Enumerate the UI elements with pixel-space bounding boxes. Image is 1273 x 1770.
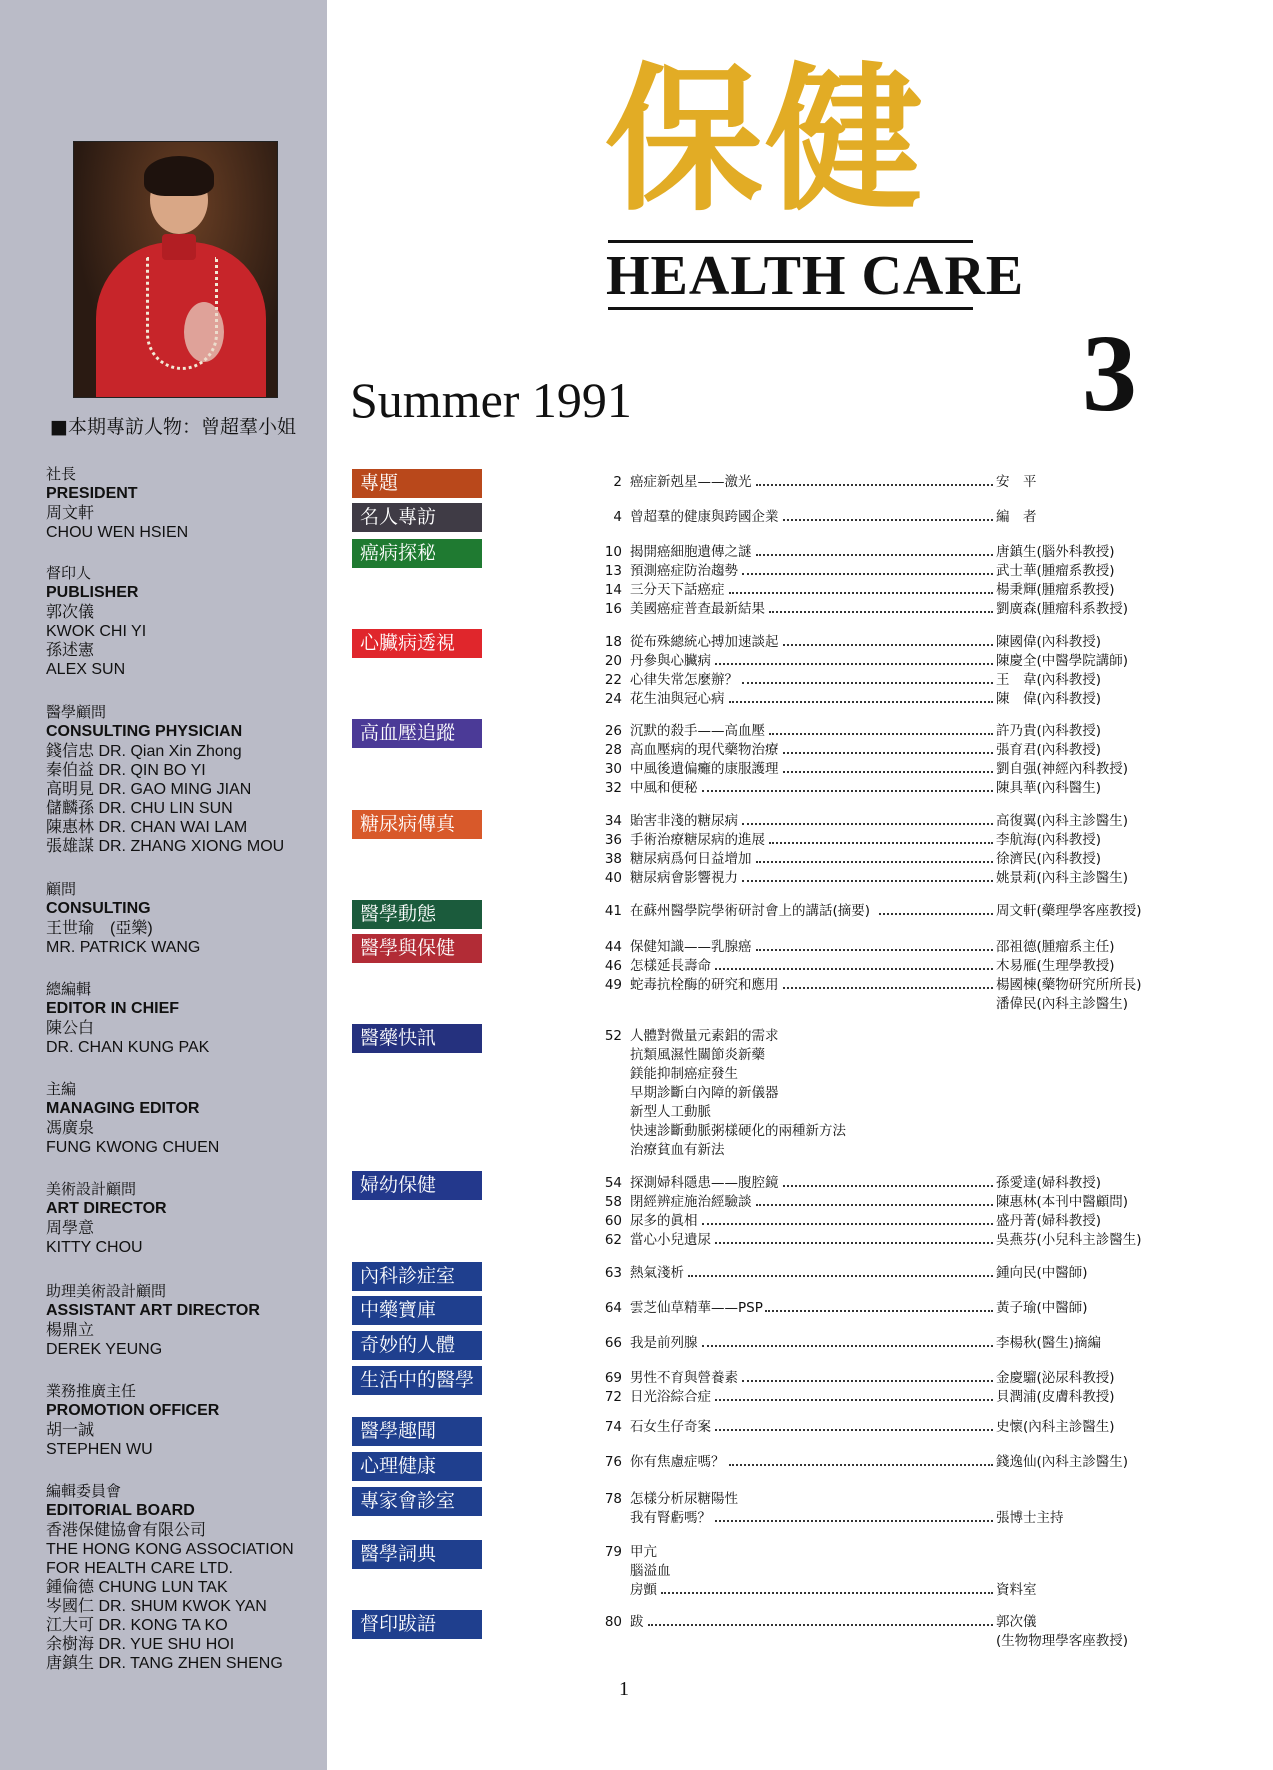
sidebar-masthead bbox=[0, 0, 327, 1770]
entry-author: 史懷(內科主診醫生) bbox=[996, 1419, 1115, 1435]
entry-author: 潘偉民(內科主診醫生) bbox=[996, 996, 1129, 1012]
entry-title: 保健知識——乳腺癌 bbox=[630, 939, 752, 955]
staff-role-chinese: 督印人 bbox=[46, 564, 92, 582]
dot-leader bbox=[783, 519, 994, 521]
staff-name: 胡一誠 bbox=[46, 1422, 95, 1439]
entry-page: 69 bbox=[604, 1370, 622, 1386]
staff-name: THE HONG KONG ASSOCIATION bbox=[46, 1541, 294, 1558]
staff-role-english: MANAGING EDITOR bbox=[46, 1100, 200, 1117]
entry-title: 當心小兒遺尿 bbox=[630, 1232, 711, 1248]
dot-leader bbox=[742, 880, 993, 882]
staff-name: 楊鼎立 bbox=[46, 1322, 95, 1339]
section-label: 醫學趣聞 bbox=[352, 1417, 482, 1446]
entry-author: 劉自强(神經內科教授) bbox=[996, 761, 1129, 777]
staff-role-chinese: 總編輯 bbox=[46, 980, 92, 998]
entry-page: 28 bbox=[604, 742, 622, 758]
entry-title: 人體對微量元素鋁的需求 bbox=[630, 1028, 779, 1044]
staff-role-chinese: 助理美術設計顧問 bbox=[46, 1282, 167, 1300]
dot-leader bbox=[783, 644, 994, 646]
entry-title: 癌症新剋星——激光 bbox=[630, 474, 752, 490]
staff-name: FOR HEALTH CARE LTD. bbox=[46, 1560, 233, 1577]
entry-page: 13 bbox=[604, 563, 622, 579]
logo-top-rule bbox=[608, 240, 973, 243]
entry-page: 46 bbox=[604, 958, 622, 974]
entry-title: 雲芝仙草精華——PSP bbox=[630, 1300, 763, 1316]
entry-page: 54 bbox=[604, 1175, 622, 1191]
entry-author: 徐濟民(內科教授) bbox=[996, 851, 1102, 867]
entry-title: 三分天下話癌症 bbox=[630, 582, 725, 598]
entry-title: 貽害非淺的糖尿病 bbox=[630, 813, 738, 829]
staff-name: 唐鎮生 DR. TANG ZHEN SHENG bbox=[46, 1655, 283, 1672]
entry-title: 花生油與冠心病 bbox=[630, 691, 725, 707]
entry-author: 陳慶全(中醫學院講師) bbox=[996, 653, 1129, 669]
staff-role-english: PROMOTION OFFICER bbox=[46, 1402, 220, 1419]
entry-author: 黃子瑜(中醫師) bbox=[996, 1300, 1088, 1316]
section-label: 高血壓追蹤 bbox=[352, 719, 482, 748]
entry-title: 石女生仔奇案 bbox=[630, 1419, 711, 1435]
entry-title: 男性不育與營養素 bbox=[630, 1370, 738, 1386]
entry-title: 甲亢 bbox=[630, 1544, 657, 1560]
entry-title: 抗類風濕性關節炎新藥 bbox=[630, 1047, 765, 1063]
entry-author: 王 韋(內科教授) bbox=[996, 672, 1102, 688]
entry-author: 貝潤浦(皮膚科教授) bbox=[996, 1389, 1115, 1405]
staff-role-english: ASSISTANT ART DIRECTOR bbox=[46, 1302, 260, 1319]
staff-name: 秦伯益 DR. QIN BO YI bbox=[46, 762, 206, 779]
entry-author: 高復翼(內科主診醫生) bbox=[996, 813, 1129, 829]
staff-name: 岑國仁 DR. SHUM KWOK YAN bbox=[46, 1598, 267, 1615]
entry-author: 吳燕芬(小兒科主診醫生) bbox=[996, 1232, 1142, 1248]
entry-author: 盛丹菁(婦科教授) bbox=[996, 1213, 1102, 1229]
entry-title: 尿多的眞相 bbox=[630, 1213, 698, 1229]
entry-title: 鎂能抑制癌症發生 bbox=[630, 1066, 738, 1082]
staff-block bbox=[46, 564, 326, 679]
entry-title: 我是前列腺 bbox=[630, 1335, 698, 1351]
entry-author: 陳國偉(內科教授) bbox=[996, 634, 1102, 650]
dot-leader bbox=[742, 573, 993, 575]
entry-author: 張育君(內科教授) bbox=[996, 742, 1102, 758]
staff-role-chinese: 醫學顧問 bbox=[46, 703, 107, 721]
section-label: 心臟病透視 bbox=[352, 629, 482, 658]
staff-role-english: PUBLISHER bbox=[46, 584, 139, 601]
staff-block bbox=[46, 1282, 326, 1359]
entry-author: 陳惠林(本刊中醫顧問) bbox=[996, 1194, 1129, 1210]
entry-title: 中風和便秘 bbox=[630, 780, 698, 796]
dot-leader bbox=[729, 592, 994, 594]
entry-page: 38 bbox=[604, 851, 622, 867]
dot-leader bbox=[756, 949, 994, 951]
entry-title: 手術治療糖尿病的進展 bbox=[630, 832, 765, 848]
entry-author: 邵祖德(腫瘤系主任) bbox=[996, 939, 1115, 955]
entry-author: 孫愛達(婦科教授) bbox=[996, 1175, 1102, 1191]
section-label: 糖尿病傳真 bbox=[352, 810, 482, 839]
entry-page: 60 bbox=[604, 1213, 622, 1229]
staff-role-chinese: 主編 bbox=[46, 1080, 77, 1098]
section-label: 專題 bbox=[352, 469, 482, 498]
entry-page: 24 bbox=[604, 691, 622, 707]
staff-name: 陳公白 bbox=[46, 1020, 95, 1037]
dot-leader bbox=[715, 663, 993, 665]
cover-caption: ■本期專訪人物：曾超羣小姐 bbox=[50, 416, 296, 438]
staff-role-english: EDITORIAL BOARD bbox=[46, 1502, 195, 1519]
staff-name: 錢信忠 DR. Qian Xin Zhong bbox=[46, 743, 242, 760]
cover-portrait bbox=[73, 141, 278, 398]
dot-leader bbox=[715, 1520, 993, 1522]
entry-page: 52 bbox=[604, 1028, 622, 1044]
dot-leader bbox=[715, 968, 993, 970]
entry-title: 腦溢血 bbox=[630, 1563, 671, 1579]
staff-name: 馮廣泉 bbox=[46, 1120, 95, 1137]
staff-block bbox=[46, 703, 326, 856]
entry-page: 22 bbox=[604, 672, 622, 688]
section-label: 醫學動態 bbox=[352, 900, 482, 929]
staff-block bbox=[46, 1180, 326, 1257]
entry-author: 陳 偉(內科教授) bbox=[996, 691, 1102, 707]
issue-number: 3 bbox=[1082, 312, 1137, 434]
entry-page: 74 bbox=[604, 1419, 622, 1435]
staff-name: 孫述憲 bbox=[46, 642, 95, 659]
staff-name: 儲麟孫 DR. CHU LIN SUN bbox=[46, 800, 233, 817]
entry-title: 熱氣淺析 bbox=[630, 1265, 684, 1281]
entry-author: 張博士主持 bbox=[996, 1510, 1064, 1526]
section-label: 內科診症室 bbox=[352, 1262, 482, 1291]
entry-title: 探測婦科隱患——腹腔鏡 bbox=[630, 1175, 779, 1191]
entry-page: 40 bbox=[604, 870, 622, 886]
entry-page: 49 bbox=[604, 977, 622, 993]
staff-name: KITTY CHOU bbox=[46, 1239, 143, 1256]
entry-title: 在蘇州醫學院學術研討會上的講話(摘要) bbox=[630, 903, 871, 919]
section-label: 名人專訪 bbox=[352, 503, 482, 532]
staff-block bbox=[46, 465, 326, 542]
dot-leader bbox=[729, 1464, 994, 1466]
entry-author: 李楊秋(醫生)摘編 bbox=[996, 1335, 1102, 1351]
dot-leader bbox=[742, 682, 993, 684]
entry-author: 金慶騮(泌尿科教授) bbox=[996, 1370, 1115, 1386]
dot-leader bbox=[715, 1399, 993, 1401]
staff-role-chinese: 顧問 bbox=[46, 880, 77, 898]
section-label: 醫藥快訊 bbox=[352, 1024, 482, 1053]
entry-page: 44 bbox=[604, 939, 622, 955]
entry-author: 編 者 bbox=[996, 509, 1037, 525]
staff-role-chinese: 美術設計顧問 bbox=[46, 1180, 137, 1198]
dot-leader bbox=[742, 823, 993, 825]
entry-page: 36 bbox=[604, 832, 622, 848]
dot-leader bbox=[783, 771, 994, 773]
staff-block bbox=[46, 1382, 326, 1459]
entry-page: 14 bbox=[604, 582, 622, 598]
staff-role-english: ART DIRECTOR bbox=[46, 1200, 167, 1217]
dot-leader bbox=[756, 861, 994, 863]
entry-title: 閉經辨症施治經驗談 bbox=[630, 1194, 752, 1210]
entry-page: 78 bbox=[604, 1491, 622, 1507]
entry-page: 10 bbox=[604, 544, 622, 560]
entry-author: 許乃貴(內科教授) bbox=[996, 723, 1102, 739]
section-label: 中藥寶庫 bbox=[352, 1296, 482, 1325]
entry-page: 80 bbox=[604, 1614, 622, 1630]
dot-leader bbox=[769, 611, 993, 613]
entry-page: 2 bbox=[613, 474, 622, 490]
staff-role-english: CONSULTING bbox=[46, 900, 151, 917]
entry-title: 中風後遺偏癱的康服護理 bbox=[630, 761, 779, 777]
dot-leader bbox=[715, 1242, 993, 1244]
entry-author: 劉廣森(腫瘤科系教授) bbox=[996, 601, 1129, 617]
section-label: 督印跋語 bbox=[352, 1610, 482, 1639]
staff-name: 周學意 bbox=[46, 1220, 95, 1237]
entry-page: 26 bbox=[604, 723, 622, 739]
dot-leader bbox=[879, 913, 993, 915]
staff-name: 鍾倫德 CHUNG LUN TAK bbox=[46, 1579, 228, 1596]
dot-leader bbox=[648, 1624, 994, 1626]
dot-leader bbox=[783, 1185, 994, 1187]
entry-author: 姚景莉(內科主診醫生) bbox=[996, 870, 1129, 886]
entry-title: 糖尿病爲何日益增加 bbox=[630, 851, 752, 867]
entry-title: 心律失常怎麼辦？ bbox=[630, 672, 738, 688]
section-label: 專家會診室 bbox=[352, 1487, 482, 1516]
entry-author: 錢逸仙(內科主診醫生) bbox=[996, 1454, 1129, 1470]
staff-name: DR. CHAN KUNG PAK bbox=[46, 1039, 210, 1056]
dot-leader bbox=[769, 842, 993, 844]
entry-page: 20 bbox=[604, 653, 622, 669]
staff-name: STEPHEN WU bbox=[46, 1441, 153, 1458]
staff-block bbox=[46, 1482, 326, 1673]
dot-leader bbox=[756, 484, 994, 486]
dot-leader bbox=[661, 1592, 993, 1594]
staff-role-chinese: 編輯委員會 bbox=[46, 1482, 122, 1500]
entry-author: 資料室 bbox=[996, 1582, 1037, 1598]
dot-leader bbox=[702, 1345, 994, 1347]
staff-name: CHOU WEN HSIEN bbox=[46, 524, 189, 541]
entry-title: 蛇毒抗栓酶的研究和應用 bbox=[630, 977, 779, 993]
entry-title: 怎樣延長壽命 bbox=[630, 958, 711, 974]
dot-leader bbox=[756, 1204, 994, 1206]
dot-leader bbox=[742, 1380, 993, 1382]
section-label: 醫學詞典 bbox=[352, 1540, 482, 1569]
staff-block bbox=[46, 880, 326, 957]
entry-title: 糖尿病會影響視力 bbox=[630, 870, 738, 886]
entry-title: 怎樣分析尿糖陽性 bbox=[630, 1491, 738, 1507]
entry-title: 新型人工動脈 bbox=[630, 1104, 711, 1120]
issue-season: Summer 1991 bbox=[350, 372, 632, 428]
entry-page: 76 bbox=[604, 1454, 622, 1470]
entry-author: (生物物理學客座教授) bbox=[996, 1633, 1129, 1649]
entry-author: 李航海(內科教授) bbox=[996, 832, 1102, 848]
entry-page: 79 bbox=[604, 1544, 622, 1560]
staff-name: KWOK CHI YI bbox=[46, 623, 147, 640]
section-label: 奇妙的人體 bbox=[352, 1331, 482, 1360]
entry-page: 32 bbox=[604, 780, 622, 796]
entry-title: 我有腎虧嗎？ bbox=[630, 1510, 711, 1526]
entry-page: 30 bbox=[604, 761, 622, 777]
entry-author: 木易雁(生理學教授) bbox=[996, 958, 1115, 974]
entry-author: 武士華(腫瘤系教授) bbox=[996, 563, 1115, 579]
entry-page: 64 bbox=[604, 1300, 622, 1316]
magazine-logo-english: HEALTH CARE bbox=[606, 245, 1025, 307]
dot-leader bbox=[702, 1223, 994, 1225]
section-label: 生活中的醫學 bbox=[352, 1366, 482, 1395]
section-label: 婦幼保健 bbox=[352, 1171, 482, 1200]
dot-leader bbox=[756, 554, 994, 556]
entry-title: 曾超羣的健康與跨國企業 bbox=[630, 509, 779, 525]
entry-title: 丹參與心臟病 bbox=[630, 653, 711, 669]
staff-name: 張雄謀 DR. ZHANG XIONG MOU bbox=[46, 838, 285, 855]
dot-leader bbox=[769, 733, 993, 735]
dot-leader bbox=[702, 790, 994, 792]
staff-block bbox=[46, 1080, 326, 1157]
entry-author: 郭次儀 bbox=[996, 1614, 1037, 1630]
entry-page: 41 bbox=[604, 903, 622, 919]
staff-name: ALEX SUN bbox=[46, 661, 126, 678]
staff-name: FUNG KWONG CHUEN bbox=[46, 1139, 220, 1156]
entry-author: 周文軒(藥理學客座教授) bbox=[996, 903, 1142, 919]
dot-leader bbox=[783, 987, 994, 989]
entry-author: 陳具華(內科醫生) bbox=[996, 780, 1102, 796]
dot-leader bbox=[729, 701, 994, 703]
entry-page: 62 bbox=[604, 1232, 622, 1248]
magazine-logo-chinese: 保健 bbox=[605, 49, 925, 233]
entry-page: 18 bbox=[604, 634, 622, 650]
entry-title: 高血壓病的現代藥物治療 bbox=[630, 742, 779, 758]
entry-title: 你有焦慮症嗎？ bbox=[630, 1454, 725, 1470]
logo-bottom-rule bbox=[608, 307, 973, 310]
staff-name: 高明見 DR. GAO MING JIAN bbox=[46, 781, 252, 798]
entry-title: 早期診斷白內障的新儀器 bbox=[630, 1085, 779, 1101]
entry-title: 跋 bbox=[630, 1614, 644, 1630]
entry-page: 58 bbox=[604, 1194, 622, 1210]
staff-name: 郭次儀 bbox=[46, 604, 95, 621]
entry-page: 72 bbox=[604, 1389, 622, 1405]
entry-page: 34 bbox=[604, 813, 622, 829]
staff-role-english: EDITOR IN CHIEF bbox=[46, 1000, 180, 1017]
entry-author: 唐鎮生(腦外科教授) bbox=[996, 544, 1115, 560]
entry-title: 沉默的殺手——高血壓 bbox=[630, 723, 765, 739]
entry-author: 楊秉輝(腫瘤系教授) bbox=[996, 582, 1115, 598]
entry-title: 日光浴綜合症 bbox=[630, 1389, 711, 1405]
entry-page: 4 bbox=[613, 509, 622, 525]
staff-name: 周文軒 bbox=[46, 505, 95, 522]
dot-leader bbox=[783, 752, 994, 754]
entry-title: 美國癌症普查最新結果 bbox=[630, 601, 765, 617]
dot-leader bbox=[715, 1429, 993, 1431]
entry-title: 揭開癌細胞遺傳之謎 bbox=[630, 544, 752, 560]
staff-name: 王世瑜 (亞樂) bbox=[46, 920, 153, 937]
page-number: 1 bbox=[619, 1678, 629, 1700]
section-label: 醫學與保健 bbox=[352, 934, 482, 963]
entry-title: 從布殊總統心搏加速談起 bbox=[630, 634, 779, 650]
staff-name: DEREK YEUNG bbox=[46, 1341, 163, 1358]
staff-name: MR. PATRICK WANG bbox=[46, 939, 201, 956]
section-label: 癌病探秘 bbox=[352, 539, 482, 568]
staff-role-english: PRESIDENT bbox=[46, 485, 138, 502]
staff-name: 陳惠林 DR. CHAN WAI LAM bbox=[46, 819, 248, 836]
staff-role-chinese: 社長 bbox=[46, 465, 77, 483]
dot-leader bbox=[765, 1310, 993, 1312]
staff-name: 余樹海 DR. YUE SHU HOI bbox=[46, 1636, 235, 1653]
entry-title: 治療貧血有新法 bbox=[630, 1142, 725, 1158]
staff-role-english: CONSULTING PHYSICIAN bbox=[46, 723, 243, 740]
entry-page: 66 bbox=[604, 1335, 622, 1351]
staff-name: 香港保健協會有限公司 bbox=[46, 1522, 207, 1539]
entry-title: 房顫 bbox=[630, 1582, 657, 1598]
entry-author: 安 平 bbox=[996, 474, 1037, 490]
section-label: 心理健康 bbox=[352, 1452, 482, 1481]
entry-title: 快速診斷動脈粥樣硬化的兩種新方法 bbox=[630, 1123, 846, 1139]
staff-block bbox=[46, 980, 326, 1057]
entry-page: 16 bbox=[604, 601, 622, 617]
dot-leader bbox=[688, 1275, 993, 1277]
entry-title: 預測癌症防治趨勢 bbox=[630, 563, 738, 579]
entry-author: 鍾向民(中醫師) bbox=[996, 1265, 1088, 1281]
entry-author: 楊國棟(藥物研究所所長) bbox=[996, 977, 1142, 993]
entry-page: 63 bbox=[604, 1265, 622, 1281]
staff-name: 江大可 DR. KONG TA KO bbox=[46, 1617, 228, 1634]
staff-role-chinese: 業務推廣主任 bbox=[46, 1382, 137, 1400]
